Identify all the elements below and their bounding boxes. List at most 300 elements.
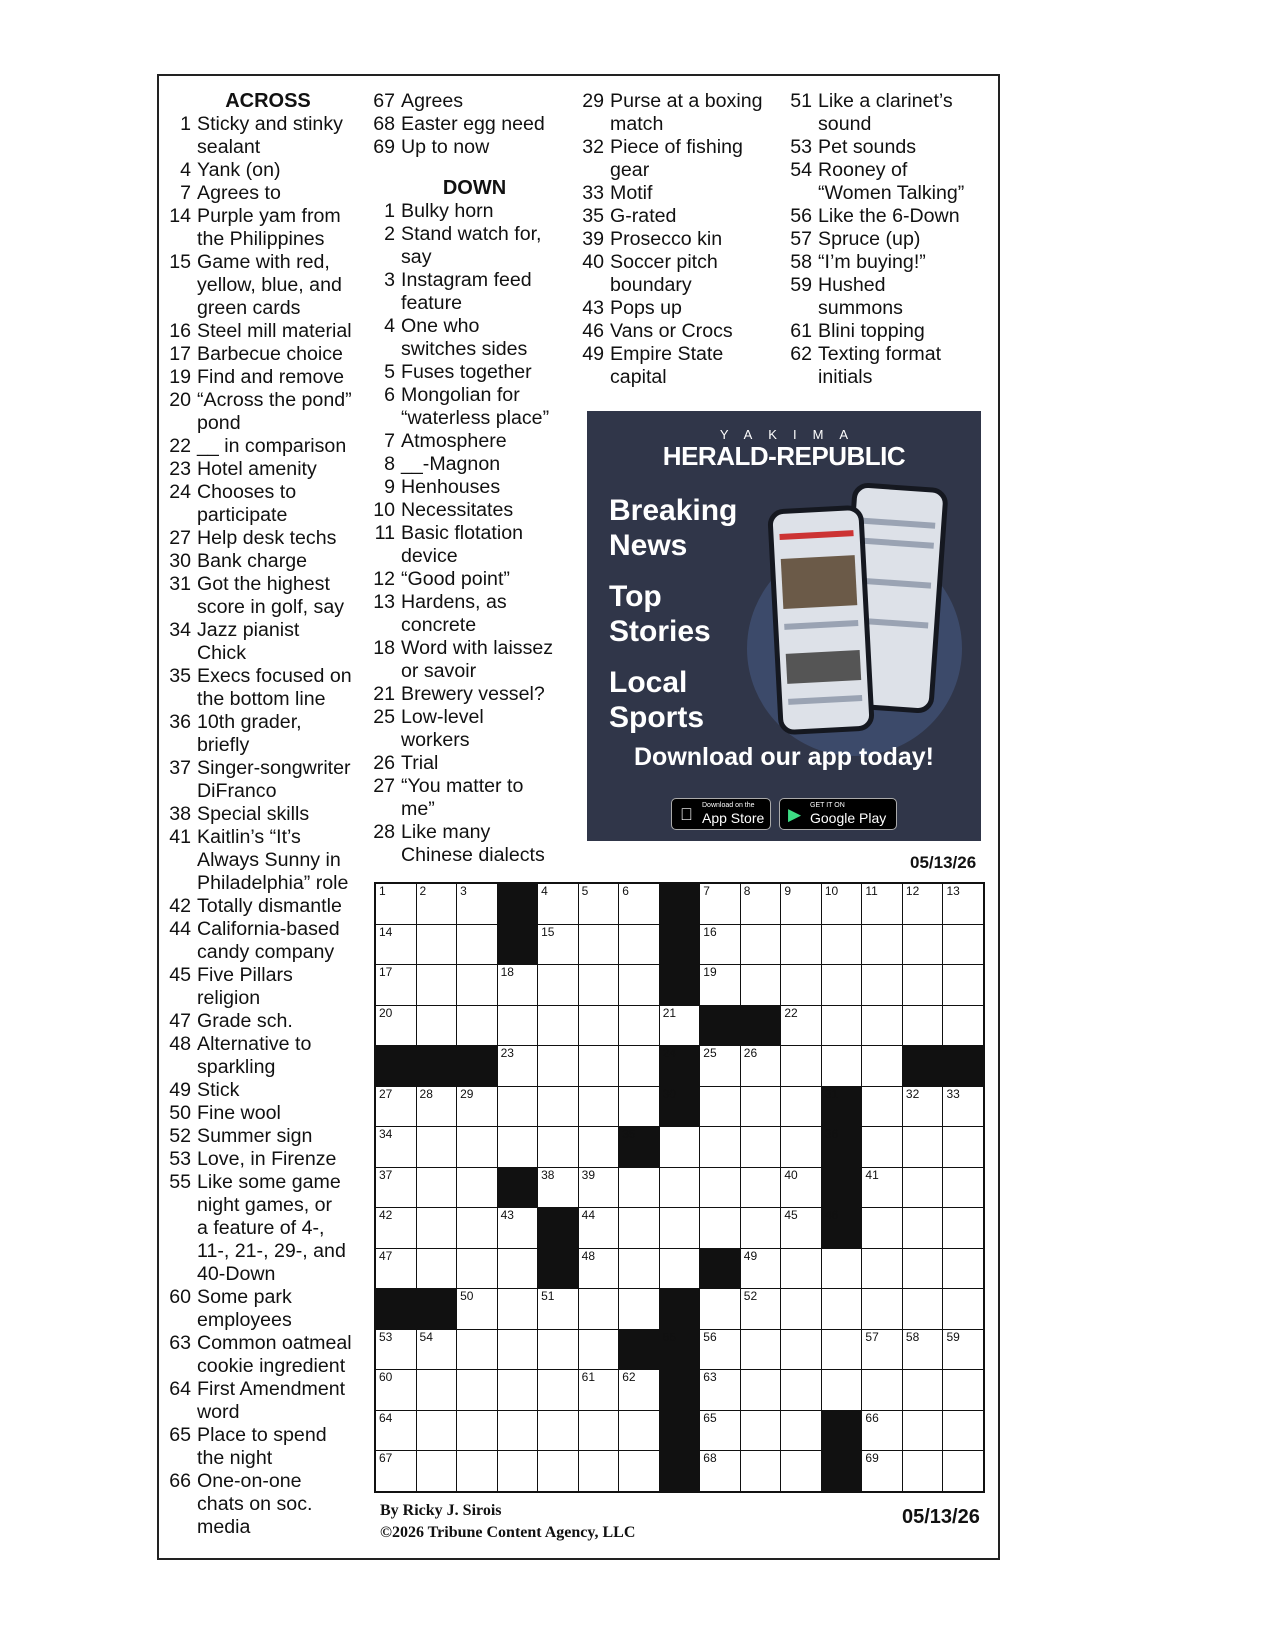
- grid-cell[interactable]: [579, 1451, 619, 1491]
- grid-cell[interactable]: [862, 1411, 902, 1451]
- grid-cell[interactable]: [781, 1127, 821, 1167]
- grid-cell[interactable]: [903, 1289, 943, 1329]
- grid-cell[interactable]: [538, 1127, 578, 1167]
- cell-number: 37: [379, 1167, 393, 1182]
- down-clue-list: [372, 200, 577, 867]
- grid-cell[interactable]: [376, 1168, 416, 1208]
- grid-cell[interactable]: [619, 965, 659, 1005]
- clue-number: 38: [169, 803, 191, 825]
- grid-cell[interactable]: [579, 1411, 619, 1451]
- clue-number: 48: [169, 1033, 191, 1055]
- grid-cell[interactable]: [457, 1330, 497, 1370]
- grid-cell[interactable]: [498, 1411, 538, 1451]
- grid-cell[interactable]: [862, 1127, 902, 1167]
- crossword-grid[interactable]: [374, 882, 985, 1493]
- clue-number: 23: [169, 458, 191, 480]
- grid-cell[interactable]: [538, 1289, 578, 1329]
- grid-cell[interactable]: [538, 1451, 578, 1491]
- grid-cell[interactable]: [417, 1006, 457, 1046]
- clue-line: [789, 182, 994, 205]
- grid-cell[interactable]: [579, 1046, 619, 1086]
- clue-number: 5: [384, 361, 395, 383]
- clue-number: 65: [169, 1424, 191, 1446]
- cell-number: 66: [865, 1410, 879, 1425]
- grid-cell[interactable]: [903, 1411, 943, 1451]
- grid-cell[interactable]: [538, 1411, 578, 1451]
- cell-number: 56: [703, 1329, 717, 1344]
- grid-cell[interactable]: [417, 1411, 457, 1451]
- grid-cell[interactable]: [457, 1249, 497, 1289]
- grid-cell[interactable]: [781, 1249, 821, 1289]
- grid-cell[interactable]: [619, 884, 659, 924]
- clue-number: 36: [169, 711, 191, 733]
- grid-cell[interactable]: [700, 1127, 740, 1167]
- grid-cell[interactable]: [700, 1370, 740, 1410]
- grid-cell[interactable]: [538, 1087, 578, 1127]
- grid-cell[interactable]: [943, 1208, 983, 1248]
- grid-cell[interactable]: [700, 1451, 740, 1491]
- clue-line: [168, 780, 368, 803]
- grid-cell[interactable]: [417, 1208, 457, 1248]
- grid-cell[interactable]: [457, 1087, 497, 1127]
- clue-text: Texting format: [818, 343, 942, 365]
- grid-cell[interactable]: [538, 1046, 578, 1086]
- grid-cell[interactable]: [579, 1006, 619, 1046]
- grid-cell[interactable]: [781, 1208, 821, 1248]
- grid-cell[interactable]: [619, 1168, 659, 1208]
- google-play-button[interactable]: ▶ GET IT ON Google Play: [779, 798, 897, 830]
- grid-cell[interactable]: [781, 925, 821, 965]
- grid-cell[interactable]: [781, 884, 821, 924]
- grid-cell[interactable]: [741, 1330, 781, 1370]
- grid-cell[interactable]: [660, 1006, 700, 1046]
- grid-cell[interactable]: [579, 1127, 619, 1167]
- grid-cell[interactable]: [376, 1208, 416, 1248]
- grid-cell[interactable]: [619, 925, 659, 965]
- grid-cell[interactable]: [498, 1046, 538, 1086]
- grid-cell[interactable]: [862, 1451, 902, 1491]
- grid-cell[interactable]: [579, 1289, 619, 1329]
- cell-number: 35: [622, 1127, 636, 1142]
- grid-cell[interactable]: [781, 1411, 821, 1451]
- grid-cell[interactable]: [943, 1127, 983, 1167]
- grid-cell[interactable]: [741, 1208, 781, 1248]
- clue-text: switches sides: [401, 338, 528, 360]
- grid-cell[interactable]: [376, 1411, 416, 1451]
- clue-line: [168, 343, 368, 366]
- grid-cell[interactable]: [660, 1127, 700, 1167]
- grid-cell[interactable]: [376, 1127, 416, 1167]
- grid-cell[interactable]: [862, 1370, 902, 1410]
- clue-line: [168, 1470, 368, 1493]
- clue-line: [168, 1194, 368, 1217]
- grid-cell[interactable]: [822, 965, 862, 1005]
- grid-cell[interactable]: [579, 1249, 619, 1289]
- grid-cell[interactable]: [498, 1249, 538, 1289]
- grid-cell[interactable]: [376, 925, 416, 965]
- grid-cell[interactable]: [376, 1330, 416, 1370]
- grid-cell[interactable]: [741, 884, 781, 924]
- grid-cell[interactable]: [700, 884, 740, 924]
- cell-number: 2: [419, 884, 427, 898]
- clue-text: Find and remove: [197, 366, 345, 388]
- clue-number: 7: [180, 182, 191, 204]
- grid-cell[interactable]: [903, 925, 943, 965]
- grid-cell[interactable]: [903, 965, 943, 1005]
- clue-line: [168, 481, 368, 504]
- grid-cell[interactable]: [619, 1249, 659, 1289]
- clue-line: [789, 343, 994, 366]
- clue-text: Stand watch for,: [401, 223, 542, 245]
- cell-number: 6: [622, 884, 629, 898]
- clue-text: Chinese dialects: [401, 844, 545, 866]
- clue-text: Help desk techs: [197, 527, 337, 549]
- grid-cell[interactable]: [498, 1451, 538, 1491]
- grid-cell[interactable]: [619, 1087, 659, 1127]
- clue-text: Instagram feed: [401, 269, 532, 291]
- cell-number: 29: [460, 1086, 474, 1101]
- clue-number: 49: [169, 1079, 191, 1101]
- grid-block: [660, 1411, 700, 1451]
- grid-cell[interactable]: [417, 1249, 457, 1289]
- grid-cell[interactable]: [417, 1127, 457, 1167]
- clue-text: initials: [818, 366, 873, 388]
- grid-cell[interactable]: [417, 1451, 457, 1491]
- app-store-button[interactable]: Download on the App Store: [671, 798, 771, 830]
- grid-cell[interactable]: [457, 1451, 497, 1491]
- grid-cell[interactable]: [903, 1006, 943, 1046]
- grid-cell[interactable]: [862, 884, 902, 924]
- grid-cell[interactable]: [538, 1330, 578, 1370]
- grid-cell[interactable]: [822, 925, 862, 965]
- grid-cell[interactable]: [862, 925, 902, 965]
- grid-cell[interactable]: [741, 1046, 781, 1086]
- clue-text: Special skills: [197, 803, 310, 825]
- clue-text: 10th grader,: [197, 711, 302, 733]
- grid-cell[interactable]: [781, 965, 821, 1005]
- grid-cell[interactable]: [903, 1168, 943, 1208]
- grid-cell[interactable]: [538, 884, 578, 924]
- grid-cell[interactable]: [822, 1289, 862, 1329]
- grid-cell[interactable]: [376, 1087, 416, 1127]
- grid-cell[interactable]: [862, 1330, 902, 1370]
- clue-text: Like many: [401, 821, 491, 843]
- grid-cell[interactable]: [943, 1249, 983, 1289]
- grid-cell[interactable]: [741, 1289, 781, 1329]
- grid-cell[interactable]: [457, 925, 497, 965]
- grid-cell[interactable]: [417, 965, 457, 1005]
- grid-cell[interactable]: [498, 1127, 538, 1167]
- grid-cell[interactable]: [781, 1046, 821, 1086]
- cell-number: 38: [541, 1167, 555, 1182]
- grid-cell[interactable]: [943, 884, 983, 924]
- clue-number: 67: [373, 90, 395, 112]
- cell-number: 31: [824, 1086, 839, 1101]
- grid-cell[interactable]: [498, 1370, 538, 1410]
- grid-cell[interactable]: [579, 925, 619, 965]
- grid-cell[interactable]: [700, 1330, 740, 1370]
- grid-block: [822, 1451, 862, 1491]
- grid-cell[interactable]: [862, 1249, 902, 1289]
- clue-number: 47: [169, 1010, 191, 1032]
- grid-cell[interactable]: [457, 1289, 497, 1329]
- grid-cell[interactable]: [781, 1330, 821, 1370]
- clue-text: summons: [818, 297, 903, 319]
- grid-cell[interactable]: [660, 1168, 700, 1208]
- clue-text: device: [401, 545, 458, 567]
- grid-cell[interactable]: [862, 1046, 902, 1086]
- grid-cell[interactable]: [822, 1370, 862, 1410]
- grid-cell[interactable]: [498, 1006, 538, 1046]
- clue-text: Bulky horn: [401, 200, 494, 222]
- grid-cell[interactable]: [741, 925, 781, 965]
- grid-cell[interactable]: [457, 1168, 497, 1208]
- clue-number: 4: [180, 159, 191, 181]
- grid-cell[interactable]: [376, 1451, 416, 1491]
- grid-cell[interactable]: [498, 1289, 538, 1329]
- clue-text: Philadelphia” role: [197, 872, 349, 894]
- grid-cell[interactable]: [741, 965, 781, 1005]
- grid-cell[interactable]: [943, 965, 983, 1005]
- clue-line: [372, 136, 577, 159]
- grid-cell[interactable]: [903, 1087, 943, 1127]
- grid-cell[interactable]: [943, 1370, 983, 1410]
- grid-cell[interactable]: [619, 1451, 659, 1491]
- grid-cell[interactable]: [700, 1411, 740, 1451]
- grid-cell[interactable]: [376, 1249, 416, 1289]
- grid-cell[interactable]: [417, 884, 457, 924]
- grid-cell[interactable]: [376, 965, 416, 1005]
- clue-number: 35: [169, 665, 191, 687]
- clue-number: 40: [582, 251, 604, 273]
- grid-cell[interactable]: [417, 1330, 457, 1370]
- clue-text: Blini topping: [818, 320, 925, 342]
- grid-cell[interactable]: [741, 1451, 781, 1491]
- grid-cell[interactable]: [741, 1127, 781, 1167]
- clue-text: Spruce (up): [818, 228, 921, 250]
- clue-number: 32: [582, 136, 604, 158]
- grid-cell[interactable]: [822, 884, 862, 924]
- grid-cell[interactable]: [700, 965, 740, 1005]
- grid-cell[interactable]: [903, 1451, 943, 1491]
- clue-line: [789, 297, 994, 320]
- clue-number: [168, 642, 197, 665]
- grid-cell[interactable]: [943, 1411, 983, 1451]
- grid-cell[interactable]: [781, 1370, 821, 1410]
- grid-cell[interactable]: [741, 1087, 781, 1127]
- clue-text: sealant: [197, 136, 261, 158]
- clue-number: 6: [384, 384, 395, 406]
- grid-cell[interactable]: [579, 1087, 619, 1127]
- grid-cell[interactable]: [822, 1006, 862, 1046]
- clue-text: employees: [197, 1309, 292, 1331]
- grid-cell[interactable]: [741, 1249, 781, 1289]
- clue-number: [581, 366, 610, 389]
- clue-text: the Philippines: [197, 228, 325, 250]
- clue-number: 57: [790, 228, 812, 250]
- grid-cell[interactable]: [660, 1208, 700, 1248]
- grid-cell[interactable]: [741, 1370, 781, 1410]
- clue-line: [372, 798, 577, 821]
- clue-text: pond: [197, 412, 241, 434]
- clue-line: [168, 1148, 368, 1171]
- grid-cell[interactable]: [781, 1451, 821, 1491]
- clue-text: word: [197, 1401, 240, 1423]
- grid-cell[interactable]: [903, 1208, 943, 1248]
- clue-number: 35: [582, 205, 604, 227]
- app-advertisement[interactable]: [587, 411, 981, 841]
- grid-cell[interactable]: [457, 884, 497, 924]
- grid-cell[interactable]: [700, 1046, 740, 1086]
- grid-cell[interactable]: [781, 1289, 821, 1329]
- grid-cell[interactable]: [417, 925, 457, 965]
- grid-cell[interactable]: [457, 1006, 497, 1046]
- clue-number: [168, 849, 197, 872]
- clue-line: [168, 1401, 368, 1424]
- clue-text: Basic flotation: [401, 522, 523, 544]
- grid-cell[interactable]: [619, 1289, 659, 1329]
- grid-cell[interactable]: [781, 1168, 821, 1208]
- grid-cell[interactable]: [862, 1289, 902, 1329]
- clue-line: [168, 550, 368, 573]
- clue-number: [168, 941, 197, 964]
- grid-cell[interactable]: [943, 1289, 983, 1329]
- grid-cell[interactable]: [457, 1127, 497, 1167]
- grid-cell[interactable]: [538, 925, 578, 965]
- grid-cell[interactable]: [457, 1411, 497, 1451]
- clue-line: [581, 182, 786, 205]
- grid-cell[interactable]: [943, 1006, 983, 1046]
- grid-cell[interactable]: [619, 1006, 659, 1046]
- grid-cell[interactable]: [498, 965, 538, 1005]
- grid-cell[interactable]: [943, 925, 983, 965]
- cell-number: 49: [743, 1248, 758, 1263]
- grid-cell[interactable]: [943, 1087, 983, 1127]
- grid-cell[interactable]: [943, 1168, 983, 1208]
- cell-number: 26: [743, 1046, 758, 1061]
- clue-number: 20: [169, 389, 191, 411]
- grid-cell[interactable]: [376, 1370, 416, 1410]
- grid-cell[interactable]: [741, 1168, 781, 1208]
- ad-paper-name: HERALD-REPUBLIC: [662, 441, 906, 471]
- cell-number: 45: [784, 1208, 798, 1223]
- cell-number: 43: [500, 1208, 514, 1223]
- grid-cell[interactable]: [822, 1249, 862, 1289]
- grid-cell[interactable]: [862, 965, 902, 1005]
- grid-cell[interactable]: [579, 965, 619, 1005]
- grid-cell[interactable]: [700, 1208, 740, 1248]
- grid-cell[interactable]: [619, 1208, 659, 1248]
- grid-cell[interactable]: [700, 1168, 740, 1208]
- grid-cell[interactable]: [822, 1330, 862, 1370]
- grid-cell[interactable]: [660, 1249, 700, 1289]
- grid-cell[interactable]: [538, 1006, 578, 1046]
- grid-cell[interactable]: [903, 1330, 943, 1370]
- grid-cell[interactable]: [417, 1370, 457, 1410]
- grid-cell[interactable]: [619, 1411, 659, 1451]
- grid-cell[interactable]: [862, 1006, 902, 1046]
- cell-number: 9: [784, 884, 792, 898]
- grid-cell[interactable]: [579, 1330, 619, 1370]
- grid-cell[interactable]: [741, 1411, 781, 1451]
- grid-cell[interactable]: [700, 1087, 740, 1127]
- grid-cell[interactable]: [700, 925, 740, 965]
- clue-line: [789, 159, 994, 182]
- grid-cell[interactable]: [498, 1330, 538, 1370]
- grid-cell[interactable]: [781, 1006, 821, 1046]
- grid-cell[interactable]: [903, 1370, 943, 1410]
- clue-number: [168, 1355, 197, 1378]
- clue-number: 2: [384, 223, 395, 245]
- clue-number: 27: [373, 775, 395, 797]
- grid-cell[interactable]: [943, 1451, 983, 1491]
- grid-cell[interactable]: [862, 1168, 902, 1208]
- grid-cell[interactable]: [781, 1087, 821, 1127]
- clue-text: Hardens, as: [401, 591, 507, 613]
- grid-block: [538, 1208, 578, 1248]
- cell-number: 55: [662, 1329, 677, 1344]
- grid-cell[interactable]: [862, 1208, 902, 1248]
- grid-cell[interactable]: [457, 965, 497, 1005]
- cell-number: 8: [743, 884, 751, 898]
- grid-cell[interactable]: [619, 1046, 659, 1086]
- grid-cell[interactable]: [376, 884, 416, 924]
- grid-cell[interactable]: [579, 1168, 619, 1208]
- grid-cell[interactable]: [862, 1087, 902, 1127]
- cell-number: 52: [743, 1289, 758, 1304]
- clue-line: [168, 1010, 368, 1033]
- grid-cell[interactable]: [579, 1370, 619, 1410]
- cell-number: 15: [541, 924, 555, 939]
- grid-cell[interactable]: [538, 1370, 578, 1410]
- grid-cell[interactable]: [700, 1289, 740, 1329]
- clue-text: concrete: [401, 614, 477, 636]
- date-bottom: 05/13/26: [902, 1506, 980, 1528]
- clue-line: [168, 987, 368, 1010]
- clue-text: California-based: [197, 918, 340, 940]
- clue-line: [168, 1171, 368, 1194]
- clue-number: [168, 1056, 197, 1079]
- grid-cell[interactable]: [579, 884, 619, 924]
- clue-line: [372, 637, 577, 660]
- clue-line: [168, 1033, 368, 1056]
- grid-cell[interactable]: [457, 1370, 497, 1410]
- grid-cell[interactable]: [822, 1046, 862, 1086]
- clue-line: [581, 113, 786, 136]
- grid-cell[interactable]: [417, 1168, 457, 1208]
- grid-cell[interactable]: [498, 1087, 538, 1127]
- grid-cell[interactable]: [943, 1330, 983, 1370]
- grid-cell[interactable]: [376, 1006, 416, 1046]
- grid-cell[interactable]: [903, 1249, 943, 1289]
- clue-number: [372, 729, 401, 752]
- grid-cell[interactable]: [457, 1208, 497, 1248]
- grid-cell[interactable]: [619, 1370, 659, 1410]
- grid-cell[interactable]: [579, 1208, 619, 1248]
- cell-number: 7: [703, 884, 710, 898]
- clue-text: sparkling: [197, 1056, 276, 1078]
- clue-line: [372, 844, 577, 867]
- clue-number: 54: [790, 159, 812, 181]
- clue-number: 9: [384, 476, 395, 498]
- grid-cell[interactable]: [903, 1127, 943, 1167]
- grid-cell[interactable]: [498, 1208, 538, 1248]
- grid-cell[interactable]: [538, 965, 578, 1005]
- grid-cell[interactable]: [417, 1087, 457, 1127]
- clue-number: [372, 338, 401, 361]
- grid-cell[interactable]: [538, 1168, 578, 1208]
- grid-cell[interactable]: [903, 884, 943, 924]
